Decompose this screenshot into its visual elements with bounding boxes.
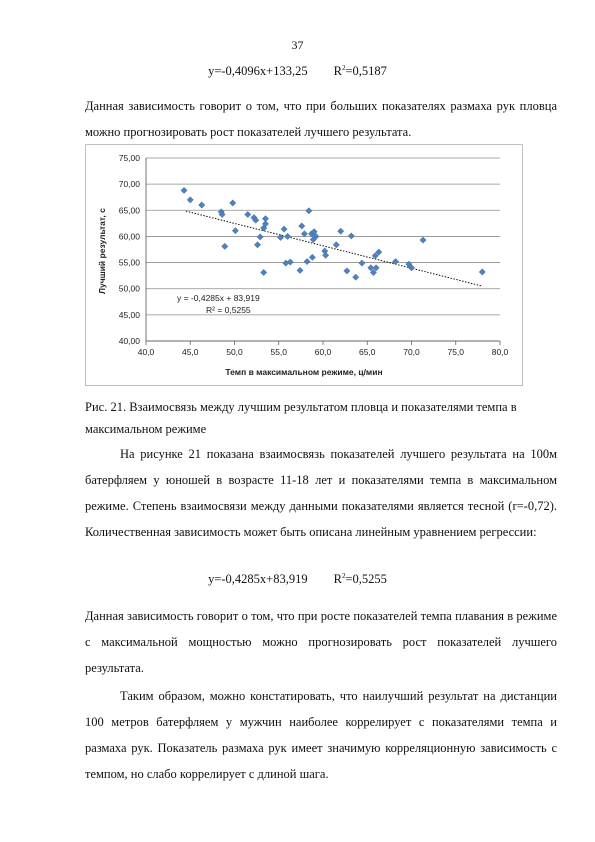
y-tick-label: 70,00	[118, 179, 140, 190]
r-squared: $R^2=0,5187$	[333, 63, 387, 78]
x-tick-label: 70,0	[403, 347, 420, 357]
x-tick-label: 60,0	[314, 347, 332, 357]
y-tick-label: 45,00	[118, 309, 140, 320]
regression-equation-1	[0, 64, 595, 79]
x-axis-label: Темп в максимальном режиме, ц/мин	[225, 367, 383, 377]
x-tick-label: 80,0	[491, 347, 509, 357]
x-tick-label: 45,0	[181, 347, 199, 357]
trendline-r-squared: R² = 0,5255	[206, 305, 251, 315]
paragraph-4: Таким образом, можно констатировать, что наилучший результат на дистанции 100 метров батерфляем у мужчин наиболее коррелирует с показателями темпа и размаха рук. Показатель размаха рук имеет значимую корреляционную зависимость с темпом, но слабо коррелирует с длиной шага.	[85, 689, 557, 781]
regression-equation-2	[0, 572, 595, 587]
y-tick-label: 65,00	[118, 205, 140, 216]
page-number: 37	[291, 38, 304, 52]
x-tick-label: 65,0	[358, 347, 376, 357]
paragraph-1: Данная зависимость говорит о том, что при больших показателях размаха рук пловца можно прогнозировать рост показателей лучшего результата.	[85, 99, 557, 139]
y-tick-label: 50,00	[118, 283, 140, 294]
r-squared: $R^2=0,5255$	[333, 571, 387, 586]
x-tick-label: 75,0	[447, 347, 465, 357]
equation-text: y=-0,4285x+83,919	[208, 572, 308, 586]
figure-caption: Рис. 21. Взаимосвязь между лучшим результатом пловца и показателями темпа в максимальном режиме	[85, 400, 517, 436]
y-tick-label: 40,00	[118, 336, 140, 346]
equation-text: y=-0,4096x+133,25	[208, 64, 308, 78]
y-tick-label: 55,00	[118, 257, 140, 268]
paragraph-2: На рисунке 21 показана взаимосвязь показателей лучшего результата на 100м батерфляем у юношей в возрасте 11-18 лет и показателями темпа в максимальном режиме. Степень взаимосвязи между данными показателями является тесной (r=-0,72). Количественная зависимость может быть описана линейным уравнением регрессии:	[85, 447, 557, 539]
x-tick-label: 40,0	[137, 347, 155, 357]
x-axis-ticks	[138, 347, 509, 357]
scatter-chart	[85, 144, 523, 386]
trendline-equation: y = -0,4285x + 83,919	[177, 293, 260, 303]
paragraph-3: Данная зависимость говорит о том, что при росте показателей темпа плавания в режиме с максимальной мощностью можно прогнозировать рост показателей лучшего результата.	[85, 609, 557, 675]
y-tick-label: 75,00	[118, 153, 140, 163]
x-tick-label: 50,0	[226, 347, 243, 357]
x-tick-label: 55,0	[270, 347, 288, 357]
y-axis-label: Лучший результат, с	[97, 208, 107, 294]
y-tick-label: 60,00	[118, 231, 140, 242]
